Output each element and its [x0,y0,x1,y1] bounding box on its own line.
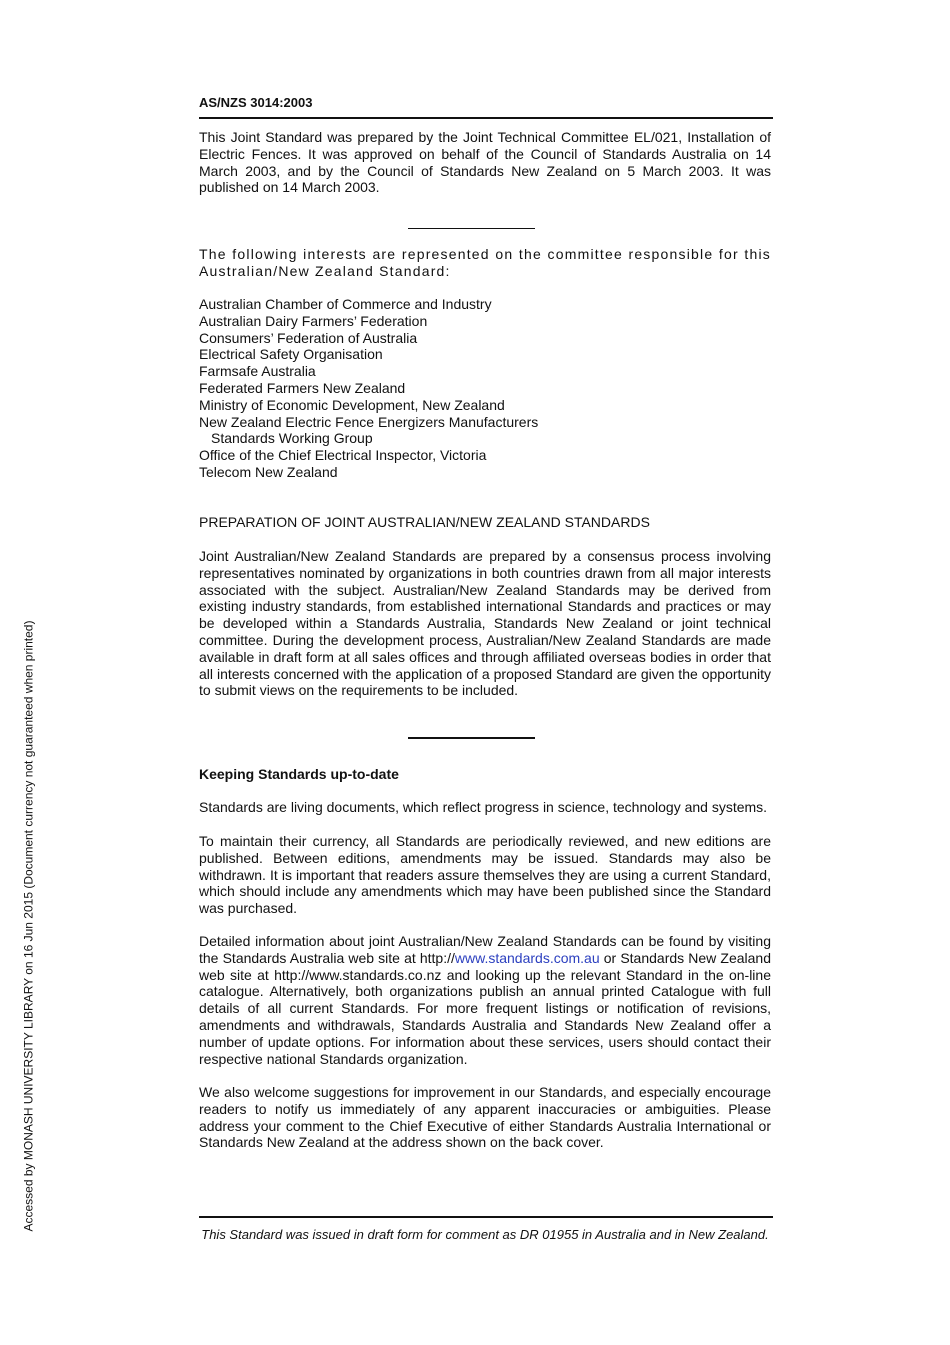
list-item: Australian Dairy Farmers’ Federation [199,312,428,329]
section-divider [408,737,535,739]
list-item: Ministry of Economic Development, New Zealand [199,396,505,413]
section-divider [408,228,535,229]
keeping-heading: Keeping Standards up-to-date [199,766,399,782]
preparation-paragraph: Joint Australian/New Zealand Standards are prepared by a consensus process involving representatives nominated by organizations in both countries drawn from all major interests associated with the subject. Australian/New Zealand Standards may be derived from existing industry standards, from established international Standards and practices or may be developed within a Standards Australia, Standards New Zealand or joint technical committee. During the development process, Australian/New Zealand Standards are made available in draft form at all sales offices and through affiliated overseas bodies in order that all interests concerned with the application of a proposed Standard are given the opportunity to submit views on the requirements to be included. [199,548,771,699]
list-item: New Zealand Electric Fence Energizers Manufacturers [199,413,539,430]
keeping-paragraph-4: We also welcome suggestions for improvement in our Standards, and especially encourage readers to notify us immediately of any apparent inaccuracies or ambiguities. Please address your comment to the Chief Executive of either Standards Australia International or Standards New Zealand at the address shown on the back cover. [199,1084,771,1151]
keeping-paragraph-1: Standards are living documents, which reflect progress in science, technology and systems. [199,799,768,815]
committee-intro: The following interests are represented on the committee responsible for this Australian/New Zealand Standard: [199,246,771,279]
keeping-paragraph-3 [199,933,771,1067]
list-item: Electrical Safety Organisation [199,346,383,363]
list-item: Office of the Chief Electrical Inspector, Victoria [199,447,487,464]
list-item: Telecom New Zealand [199,463,338,480]
paragraph-text: or Standards New Zealand web site at http://www.standards.co.nz and looking up the relevant Standard in the on-line catalogue. Alternatively, both organizations publish an annual printed Catalogue with full details of all current Standards. For more frequent listings or notification of revisions, amendments and withdrawals, Standards Australia and Standards New Zealand offer a number of update options. For information about these services, users should contact their respective national Standards organization. [199,949,771,1067]
list-item: Consumers’ Federation of Australia [199,329,418,346]
standards-australia-link[interactable]: www.standards.com.au [454,949,600,966]
keeping-paragraph-2: To maintain their currency, all Standards are periodically reviewed, and new editions are published. Between editions, amendments may be issued. Standards may also be withdrawn. It is important that readers assure themselves they are using a current Standard, which should include any amendments which may have been published since the Standard was purchased. [199,833,771,917]
header-rule [199,117,773,119]
committee-member-list [199,296,771,481]
list-item: Australian Chamber of Commerce and Industry [199,296,492,312]
draft-note: This Standard was issued in draft form for comment as DR 01955 in Australia and in New Zealand. [201,1227,769,1242]
list-item: Farmsafe Australia [199,363,316,380]
access-note: Accessed by MONASH UNIVERSITY LIBRARY on 16 Jun 2015 (Document currency not guaranteed when printed) [21,620,36,1232]
intro-paragraph: This Joint Standard was prepared by the Joint Technical Committee EL/021, Installation of Electric Fences. It was approved on behalf of the Council of Standards Australia on 14 March 2003, and by the Council of Standards New Zealand on 5 March 2003. It was published on 14 March 2003. [199,129,771,196]
list-item: Standards Working Group [211,430,373,447]
document-designation: AS/NZS 3014:2003 [199,95,313,110]
preparation-heading: PREPARATION OF JOINT AUSTRALIAN/NEW ZEALAND STANDARDS [199,514,650,530]
list-item: Federated Farmers New Zealand [199,379,406,396]
paragraph-text: Detailed information about joint Australian/New Zealand Standards can be found by visiting the Standards Australia web site at http:// [199,933,771,966]
footer-rule [199,1216,773,1218]
